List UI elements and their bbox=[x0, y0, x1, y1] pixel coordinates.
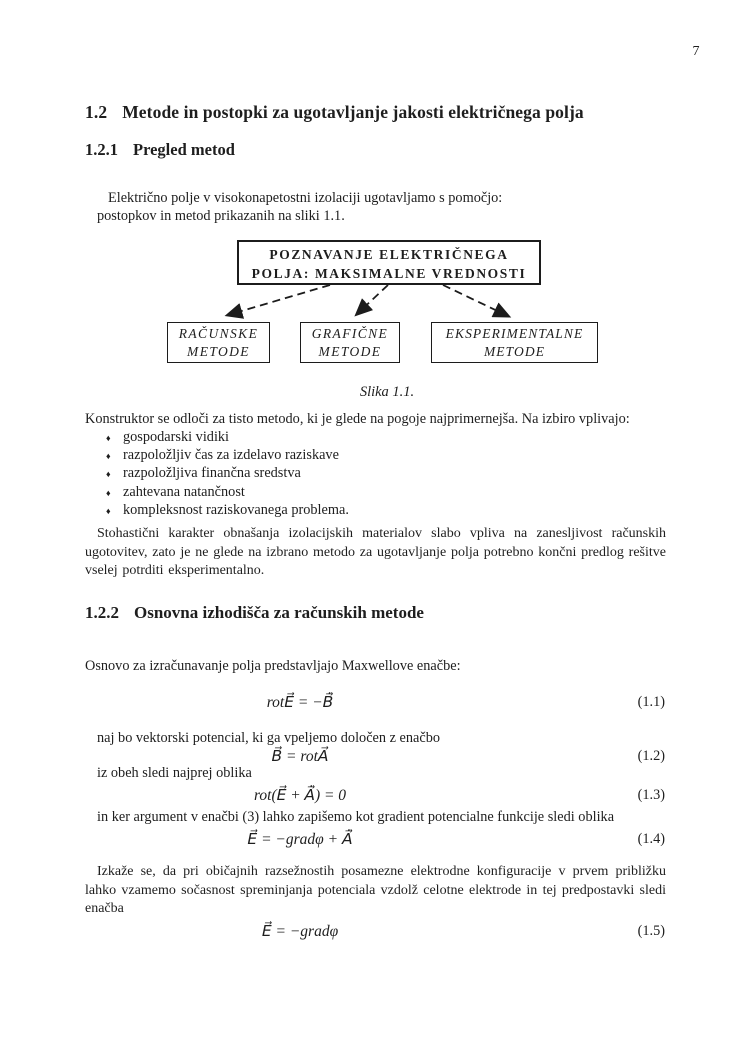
equation-formula: rot(E⃗ + A⃗̇) = 0 bbox=[253, 787, 347, 804]
list-item-text: razpoložljiva finančna sredstva bbox=[123, 465, 301, 482]
method-box-label: RAČUNSKE bbox=[178, 326, 259, 341]
maxwell-intro-paragraph: Osnovo za izračunavanje polja predstavljajo Maxwellove enačbe: bbox=[85, 658, 461, 674]
note-after-eq1: naj bo vektorski potencial, ki ga vpeljemo določen z enačbo bbox=[97, 730, 441, 746]
diamond-bullet-icon: ♦ bbox=[106, 505, 111, 516]
section-heading-1-2 bbox=[85, 102, 584, 123]
note-after-eq2: iz obeh sledi najprej oblika bbox=[97, 765, 252, 781]
equation-formula: E⃗ = −gradφ bbox=[261, 923, 339, 940]
list-item bbox=[106, 502, 526, 520]
method-choice-paragraph: Konstruktor se odloči za tisto metodo, ki je glede na pogoje najprimernejša. Na izbiro vplivajo: bbox=[85, 411, 630, 427]
diamond-bullet-icon: ♦ bbox=[106, 451, 111, 462]
diamond-bullet-icon: ♦ bbox=[106, 469, 111, 480]
method-box-graficne bbox=[300, 322, 400, 363]
method-box-label: EKSPERIMENTALNE bbox=[445, 326, 584, 341]
list-item bbox=[106, 465, 526, 483]
section-number: 1.2 bbox=[85, 102, 108, 122]
root-box-line-1: POZNAVANJE ELEKTRIČNEGA bbox=[269, 247, 509, 262]
method-box-label: METODE bbox=[187, 344, 250, 359]
list-item bbox=[106, 429, 526, 447]
diamond-bullet-icon: ♦ bbox=[106, 487, 111, 498]
subsection-title: Osnovna izhodišča za računskih metode bbox=[134, 603, 424, 622]
subsection-heading-1-2-1 bbox=[85, 140, 235, 160]
note-after-eq3: in ker argument v enačbi (3) lahko zapišemo kot gradient potencialne funkcije sledi oblika bbox=[97, 809, 615, 825]
list-item-text: zahtevana natančnost bbox=[123, 483, 245, 500]
equation-formula: E⃗ = −gradφ + A⃗̇ bbox=[247, 831, 353, 848]
criteria-bullet-list bbox=[106, 429, 526, 520]
equation-row-1-3 bbox=[85, 783, 665, 809]
list-item-text: razpoložljiv čas za izdelavo raziskave bbox=[123, 447, 339, 464]
equation-number: (1.4) bbox=[637, 831, 665, 847]
diamond-bullet-icon: ♦ bbox=[106, 433, 111, 443]
methods-flow-diagram bbox=[0, 240, 750, 405]
method-box-label: METODE bbox=[483, 344, 546, 359]
equation-number: (1.5) bbox=[637, 923, 665, 939]
intro-paragraph bbox=[97, 189, 657, 226]
final-paragraph: Izkaže se, da pri običajnih razsežnostih posamezne elektrodne konfiguracije v prvem približku lahko vzamemo sočasnost spreminjanja potenciala vzdolž celotne elektrode in tej predpostavki sledi enačba bbox=[85, 864, 666, 917]
list-item bbox=[106, 447, 526, 465]
list-item-text: gospodarski vidiki bbox=[123, 429, 230, 445]
method-box-label: GRAFIČNE bbox=[311, 326, 389, 341]
page-number: 7 bbox=[692, 44, 700, 59]
subsection-heading-1-2-2 bbox=[85, 603, 424, 623]
diagram-root-box bbox=[237, 240, 541, 285]
equation-row-1-4 bbox=[85, 827, 665, 853]
subsection-number: 1.2.2 bbox=[85, 603, 119, 622]
method-box-label: METODE bbox=[318, 344, 382, 359]
equation-row-1-5 bbox=[85, 919, 665, 945]
equation-number: (1.2) bbox=[637, 748, 665, 764]
root-box-line-2: POLJA: MAKSIMALNE VREDNOSTI bbox=[251, 266, 527, 281]
section-title: Metode in postopki za ugotavljanje jakosti električnega polja bbox=[122, 102, 584, 122]
figure-caption: Slika 1.1. bbox=[359, 384, 415, 400]
method-box-racunske bbox=[167, 322, 270, 363]
equation-row-1-1 bbox=[85, 690, 665, 716]
equation-number: (1.3) bbox=[637, 787, 665, 803]
subsection-number: 1.2.1 bbox=[85, 140, 118, 159]
equation-formula: rotE⃗ = −B⃗̇ bbox=[266, 694, 334, 711]
intro-line-2: postopkov in metod prikazanih na sliki 1.1. bbox=[97, 208, 345, 225]
equation-number: (1.1) bbox=[637, 694, 665, 710]
stochastic-paragraph: Stohastični karakter obnašanja izolacijskih materialov slabo vpliva na zanesljivost računskih ugotovitev, zato je ne glede na izbrano metodo za ugotavljanje polja potrebno končni predlog rešitve vselej potrditi eksperimentalno. bbox=[85, 526, 666, 579]
subsection-title: Pregled metod bbox=[133, 140, 235, 159]
intro-line-1: Električno polje v visokonapetostni izolaciji ugotavljamo s pomočjo: bbox=[108, 190, 503, 206]
list-item-text: kompleksnost raziskovanega problema. bbox=[123, 501, 349, 518]
method-box-eksperimentalne bbox=[431, 322, 598, 363]
equation-formula: B⃗ = rotA⃗ bbox=[271, 748, 329, 765]
list-item bbox=[106, 484, 526, 502]
